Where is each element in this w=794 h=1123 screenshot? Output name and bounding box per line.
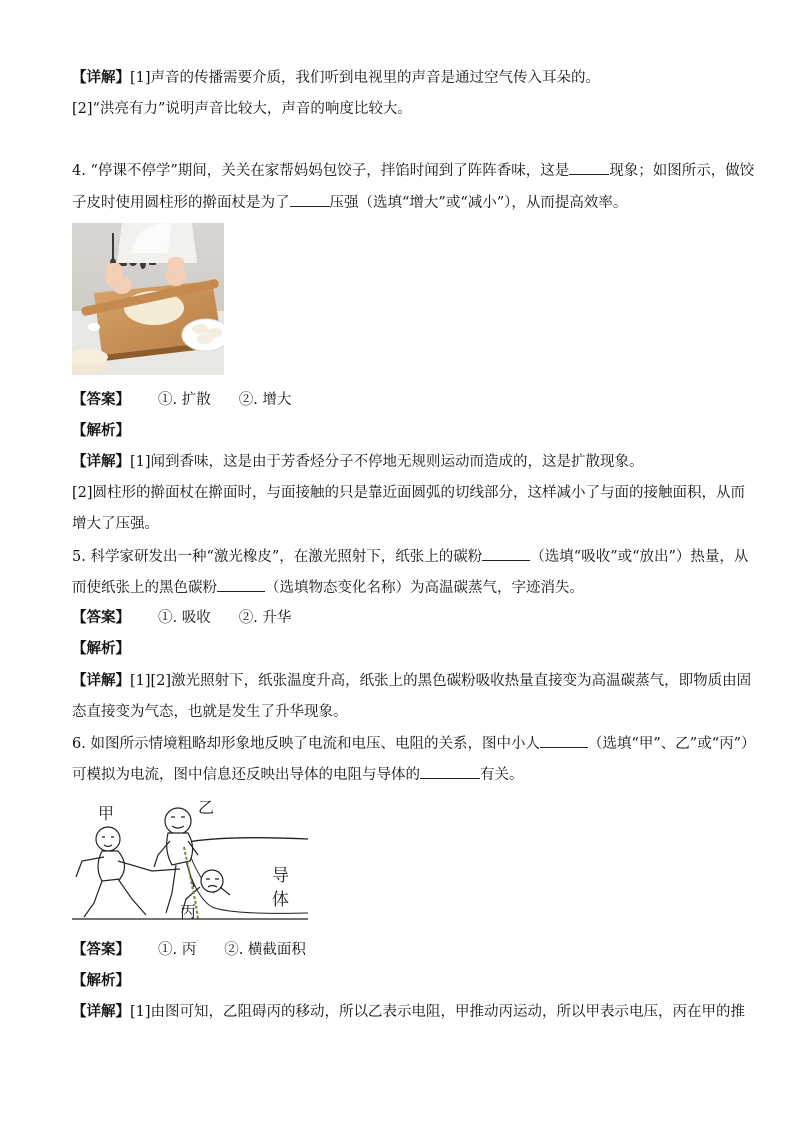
- q5-stem-line-1: [72, 546, 748, 567]
- detail-text: [1]由图可知，乙阻碍丙的移动，所以乙表示电阻，甲推动丙运动，所以甲表示电压，丙在甲的推: [130, 1004, 746, 1020]
- answer-label: 【答案】: [72, 609, 130, 626]
- q6-stem-line-2: [72, 764, 524, 785]
- q4-stem-text: 压强（选填“增大”或“减小”），从而提高效率。: [329, 195, 628, 211]
- label-yi: 乙: [198, 798, 215, 817]
- q5-stem-text: （选填“吸收”或“放出”）热量，从: [530, 549, 749, 565]
- q6-detail-line-1: [72, 1002, 745, 1022]
- answer-label: 【答案】: [72, 391, 130, 408]
- answer-blank: [290, 192, 330, 207]
- answer-option-1: ①. 吸收: [158, 610, 211, 626]
- detail-text: [1][2]激光照射下，纸张温度升高，纸张上的黑色碳粉吸收热量直接变为高温碳蒸气，即物质由固: [130, 673, 752, 689]
- label-dao: 导: [272, 866, 289, 886]
- q6-stem-text: 有关。: [480, 767, 524, 783]
- q3-detail-line-1: [72, 68, 600, 88]
- rolling-dough-photo: [72, 223, 224, 375]
- current-voltage-resistance-diagram: [72, 795, 308, 925]
- answer-label: 【答案】: [72, 941, 130, 958]
- answer-blank: [540, 733, 588, 748]
- detail-label: 【详解】: [72, 1003, 130, 1020]
- q4-detail-line-2: [2]圆柱形的擀面杖在擀面时，与面接触的只是靠近面圆弧的切线部分，这样减小了与面的接触面积，从而: [72, 485, 746, 501]
- answer-option-2: ②. 升华: [238, 610, 292, 626]
- q4-stem-line-2: [72, 192, 627, 213]
- q4-detail-line-3: 增大了压强。: [72, 516, 159, 532]
- q6-answer-line: [72, 940, 306, 960]
- q5-detail-line-1: [72, 671, 751, 691]
- answer-option-1: ①. 丙: [158, 942, 197, 958]
- detail-text: [1]声音的传播需要介质，我们听到电视里的声音是通过空气传入耳朵的。: [130, 70, 601, 86]
- q6-analysis-label: 【解析】: [72, 972, 130, 989]
- label-jia: 甲: [98, 804, 115, 823]
- answer-option-2: ②. 增大: [238, 392, 292, 408]
- label-bing: 丙: [180, 902, 197, 921]
- q4-stem-line-1: [72, 160, 754, 181]
- detail-text: [1]闻到香味，这是由于芳香烃分子不停地无规则运动而造成的，这是扩散现象。: [130, 454, 644, 470]
- detail-label: 【详解】: [72, 69, 130, 86]
- q5-analysis-label: 【解析】: [72, 640, 130, 657]
- answer-blank: [569, 160, 609, 175]
- q4-stem-text: 子皮时使用圆柱形的擀面杖是为了: [72, 195, 290, 211]
- detail-text: [2]“洪亮有力”说明声音比较大，声音的响度比较大。: [72, 101, 412, 117]
- q4-detail-line-1: [72, 452, 644, 472]
- q4-stem-text: 现象；如图所示，做饺: [609, 163, 755, 179]
- q4-stem-text: 4. “停课不停学”期间，关关在家帮妈妈包饺子，拌馅时闻到了阵阵香味，这是: [72, 163, 570, 179]
- label-ti: 体: [272, 890, 289, 910]
- q5-answer-line: [72, 608, 291, 628]
- detail-label: 【详解】: [72, 453, 130, 470]
- answer-option-1: ①. 扩散: [158, 392, 211, 408]
- q5-stem-text: 而使纸张上的黑色碳粉: [72, 580, 217, 596]
- answer-blank: [420, 764, 480, 779]
- answer-blank: [217, 577, 265, 592]
- answer-blank: [482, 546, 530, 561]
- q4-answer-line: [72, 390, 291, 410]
- q5-stem-text: （选填物态变化名称）为高温碳蒸气，字迹消失。: [265, 580, 584, 596]
- q5-stem-line-2: [72, 577, 584, 598]
- q6-stem-text: 可模拟为电流，图中信息还反映出导体的电阻与导体的: [72, 767, 420, 783]
- detail-label: 【详解】: [72, 672, 130, 689]
- answer-option-2: ②. 横截面积: [224, 942, 306, 958]
- q5-detail-line-2: 态直接变为气态，也就是发生了升华现象。: [72, 704, 348, 720]
- q6-stem-text: （选填“甲”、乙”或“丙”）: [587, 736, 756, 752]
- q4-analysis-label: 【解析】: [72, 422, 130, 439]
- q6-stem-line-1: [72, 733, 756, 754]
- q5-stem-text: 5. 科学家研发出一种“激光橡皮”，在激光照射下，纸张上的碳粉: [72, 549, 483, 565]
- q6-stem-text: 6. 如图所示情境粗略却形象地反映了电流和电压、电阻的关系，图中小人: [72, 736, 540, 752]
- q3-detail-line-2: [72, 99, 412, 119]
